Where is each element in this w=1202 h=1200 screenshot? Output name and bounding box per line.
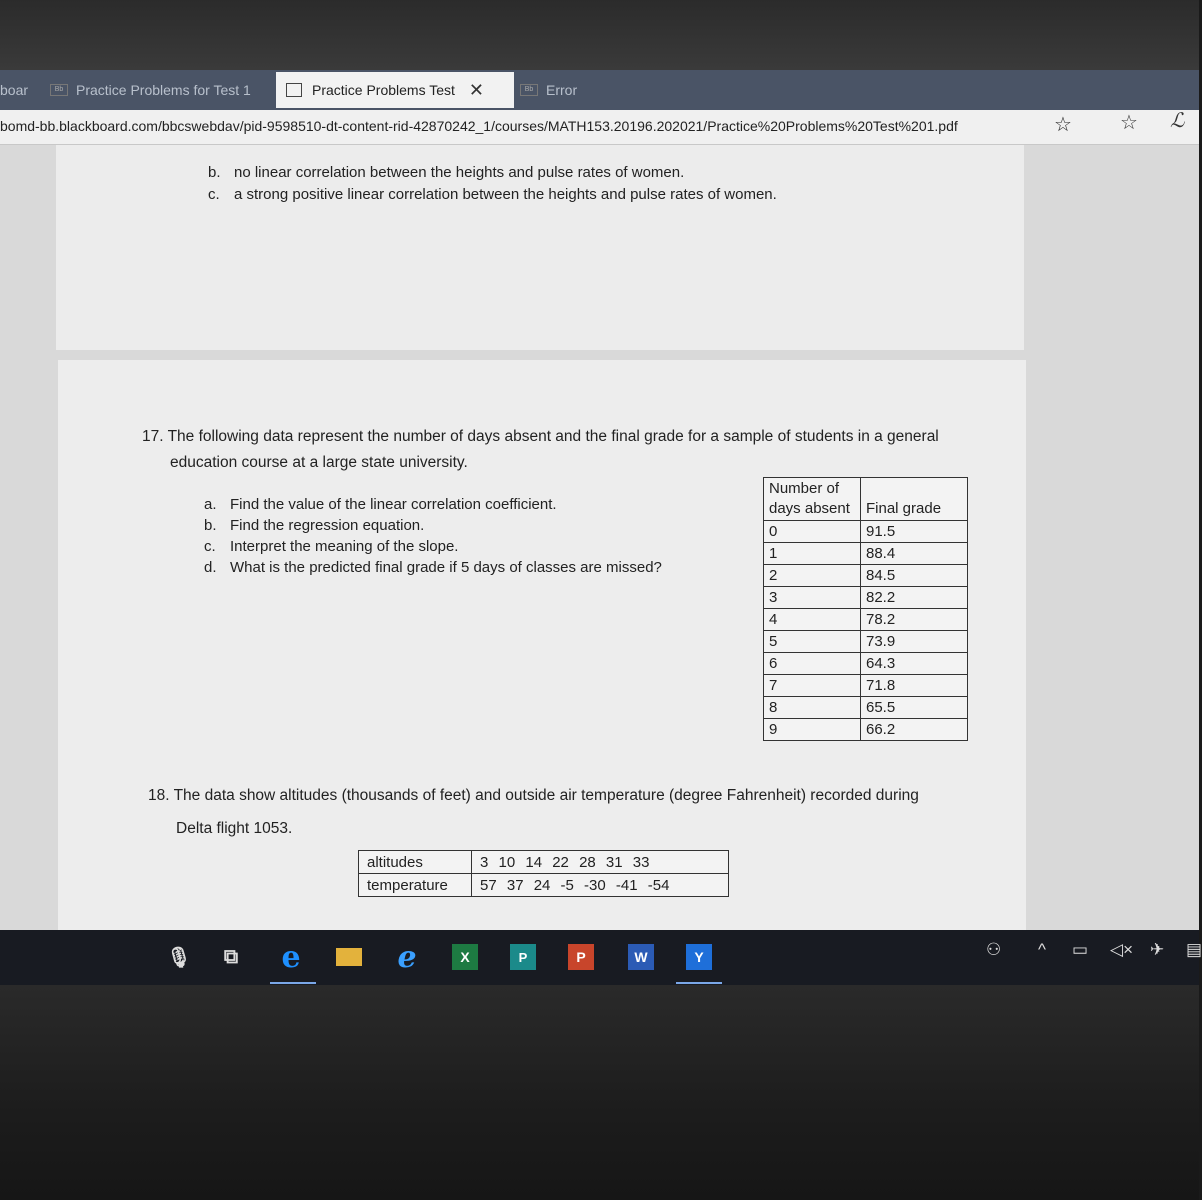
part-letter: c. [204, 538, 216, 555]
altitude-values: 3 10 14 22 28 31 33 [472, 851, 729, 874]
cell-days: 9 [764, 719, 861, 741]
task-view-icon[interactable]: ⧉ [223, 945, 239, 968]
cell-grade: 66.2 [861, 719, 968, 741]
header-line-1: Number of [769, 480, 840, 497]
table-row [764, 719, 968, 741]
cell-grade: 82.2 [861, 587, 968, 609]
internet-explorer-icon[interactable]: e [397, 939, 417, 975]
tab-boar[interactable] [0, 72, 28, 108]
yammer-icon[interactable]: Y [686, 944, 712, 970]
temperature-values: 57 37 24 -5 -30 -41 -54 [472, 874, 729, 897]
part-text: Interpret the meaning of the slope. [230, 538, 459, 555]
yammer-running-indicator [676, 982, 722, 984]
question-17-line-2: education course at a large state university. [170, 454, 468, 471]
cell-days: 7 [764, 675, 861, 697]
close-tab-icon[interactable]: ✕ [468, 79, 484, 100]
blackboard-favicon-icon: Bb [50, 84, 68, 96]
url-field[interactable]: bomd-bb.blackboard.com/bbcswebdav/pid-9598510-dt-content-rid-42870242_1/courses/MATH153.20196.202021/Practice%20Problems%20Test%201.pdf [0, 118, 958, 134]
q17-part-a [204, 496, 557, 513]
table-row [764, 609, 968, 631]
table-header-row [764, 478, 968, 521]
table-row [359, 851, 729, 874]
cell-grade: 88.4 [861, 543, 968, 565]
table-row [764, 521, 968, 543]
header-line-2: days absent [769, 500, 850, 517]
tab-error[interactable] [520, 72, 577, 108]
tab-label: Practice Problems Test [312, 82, 455, 98]
cell-days: 5 [764, 631, 861, 653]
table-row [764, 565, 968, 587]
battery-icon[interactable]: ▭ [1072, 940, 1089, 959]
option-letter: b. [208, 164, 221, 181]
publisher-icon[interactable]: P [510, 944, 536, 970]
people-icon[interactable]: ⚇ [986, 940, 1002, 959]
edge-icon[interactable]: e [281, 939, 301, 975]
cell-grade: 91.5 [861, 521, 968, 543]
header-days-absent [764, 478, 861, 521]
cell-grade: 71.8 [861, 675, 968, 697]
table-row [764, 653, 968, 675]
part-text: What is the predicted final grade if 5 days of classes are missed? [230, 559, 662, 576]
table-row [764, 675, 968, 697]
table-row [764, 631, 968, 653]
airplane-mode-icon[interactable]: ✈ [1150, 940, 1165, 959]
blackboard-favicon-icon: Bb [520, 84, 538, 96]
q17-part-b [204, 517, 424, 534]
cell-days: 2 [764, 565, 861, 587]
cell-days: 1 [764, 543, 861, 565]
cell-grade: 65.5 [861, 697, 968, 719]
q17-part-c [204, 538, 458, 555]
table-row [764, 543, 968, 565]
days-absent-grade-table [763, 477, 968, 741]
table-row [764, 587, 968, 609]
q17-part-d [204, 559, 662, 576]
cell-days: 4 [764, 609, 861, 631]
screen-bezel-bottom [0, 985, 1199, 1200]
page-icon [286, 83, 302, 97]
favorites-list-icon[interactable]: ☆ [1120, 112, 1138, 134]
profile-icon[interactable]: ℒ [1170, 110, 1185, 132]
volume-muted-icon[interactable]: ◁× [1110, 940, 1134, 959]
file-explorer-icon[interactable] [336, 948, 362, 966]
word-icon[interactable]: W [628, 944, 654, 970]
row-label-altitudes: altitudes [359, 851, 472, 874]
favorite-star-icon[interactable]: ☆ [1054, 114, 1072, 136]
powerpoint-icon[interactable]: P [568, 944, 594, 970]
microphone-icon[interactable]: 🎙 [166, 946, 192, 969]
edge-running-indicator [270, 982, 316, 984]
question-18-line-2: Delta flight 1053. [176, 820, 293, 837]
chevron-up-icon[interactable]: ^ [1038, 940, 1046, 959]
action-center-icon[interactable]: ▤ [1186, 940, 1202, 959]
tab-practice-problems-for-test-1[interactable] [50, 72, 251, 108]
part-letter: a. [204, 496, 217, 513]
tab-label: Practice Problems for Test 1 [76, 82, 251, 98]
tab-label: Error [546, 82, 578, 98]
answer-option-c [208, 186, 777, 203]
screen-bezel-top [0, 0, 1199, 70]
row-label-temperature: temperature [359, 874, 472, 897]
cell-grade: 78.2 [861, 609, 968, 631]
part-letter: d. [204, 559, 217, 576]
header-final-grade: Final grade [861, 478, 968, 521]
cell-grade: 84.5 [861, 565, 968, 587]
excel-icon[interactable]: X [452, 944, 478, 970]
cell-grade: 64.3 [861, 653, 968, 675]
tab-practice-problems-test[interactable] [276, 72, 514, 108]
cell-days: 8 [764, 697, 861, 719]
cell-grade: 73.9 [861, 631, 968, 653]
option-text: no linear correlation between the heights and pulse rates of women. [234, 164, 685, 181]
question-18-line-1: 18. The data show altitudes (thousands of feet) and outside air temperature (degree Fahrenheit) recorded during [148, 787, 919, 804]
answer-option-b [208, 164, 684, 181]
part-text: Find the value of the linear correlation coefficient. [230, 496, 557, 513]
question-17-line-1: 17. The following data represent the number of days absent and the final grade for a sample of students in a general [142, 428, 939, 445]
tab-label: boar [0, 82, 29, 98]
part-text: Find the regression equation. [230, 517, 425, 534]
cell-days: 3 [764, 587, 861, 609]
altitude-temperature-table [358, 850, 729, 897]
table-row [764, 697, 968, 719]
cell-days: 6 [764, 653, 861, 675]
option-letter: c. [208, 186, 220, 203]
table-row [359, 874, 729, 897]
cell-days: 0 [764, 521, 861, 543]
part-letter: b. [204, 517, 217, 534]
option-text: a strong positive linear correlation between the heights and pulse rates of women. [234, 186, 777, 203]
